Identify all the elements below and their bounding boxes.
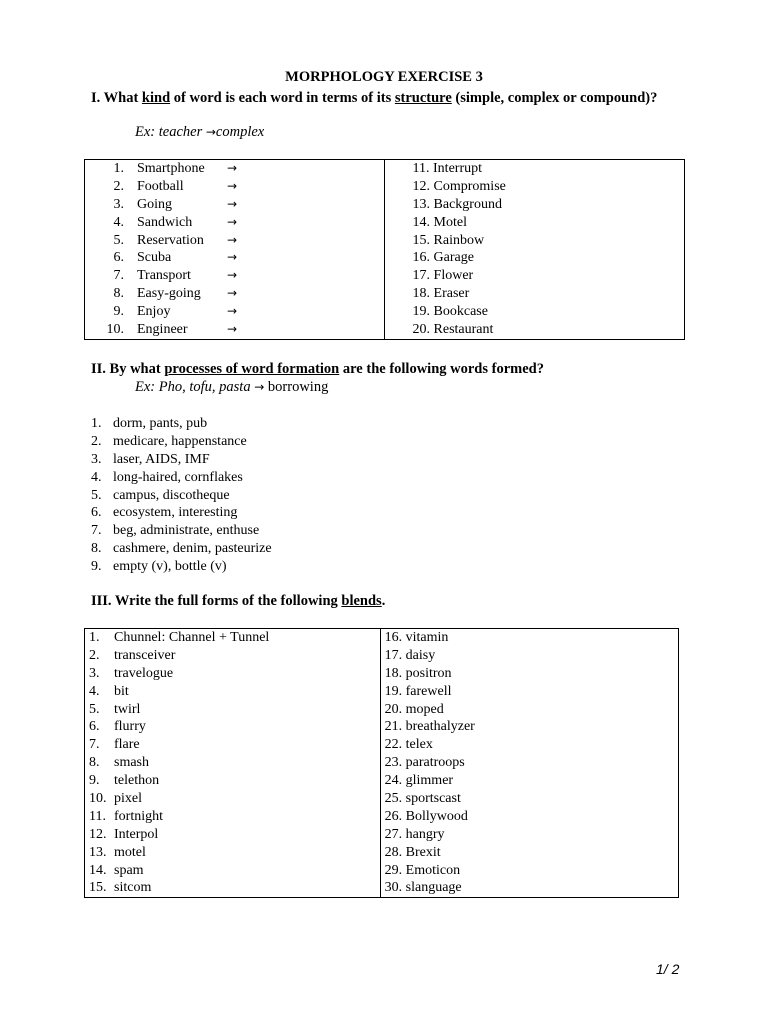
list-item: 15. Rainbow xyxy=(412,232,485,248)
item-word: Smartphone xyxy=(137,161,205,176)
list-item xyxy=(85,844,380,862)
list-item xyxy=(85,214,384,232)
item-number: 9. xyxy=(91,559,102,575)
item-number: 1. xyxy=(89,630,100,645)
page-number: 1/ 2 xyxy=(656,961,680,977)
q3-prefix: III. Write the full forms of the following xyxy=(91,593,342,609)
item-number: 2. xyxy=(113,178,124,194)
item-text: smash xyxy=(114,755,149,771)
list-item: 21. breathalyzer xyxy=(384,719,475,735)
list-item xyxy=(85,665,380,683)
item-number: 12. xyxy=(89,826,107,842)
list-item: 24. glimmer xyxy=(384,773,454,789)
list-item: 19. farewell xyxy=(384,683,452,699)
item-number: 8. xyxy=(113,286,124,302)
item-number: 4. xyxy=(91,469,102,485)
list-item xyxy=(85,196,384,214)
item-text: flare xyxy=(114,737,140,753)
item-word: Easy-going xyxy=(137,286,201,302)
item-number: 6. xyxy=(89,719,100,735)
list-item: 19. Bookcase xyxy=(412,304,488,320)
item-number: 3. xyxy=(113,196,124,212)
right-arrow-icon: → xyxy=(227,286,238,301)
item-text: telethon xyxy=(114,773,160,789)
list-item xyxy=(85,701,380,719)
section3-right-column xyxy=(380,629,678,898)
item-text: flurry xyxy=(114,719,146,735)
list-item: 16. vitamin xyxy=(384,630,449,645)
list-item: 26. Bollywood xyxy=(384,808,468,824)
item-number: 3. xyxy=(91,451,102,467)
item-text: bit xyxy=(114,683,129,699)
q3-underlined: blends xyxy=(341,593,382,609)
item-text: medicare, happenstance xyxy=(113,433,247,449)
list-item: 30. slanguage xyxy=(384,880,462,896)
q2-prefix: II. By what xyxy=(91,361,165,377)
section1-question xyxy=(91,89,677,107)
list-item xyxy=(85,808,380,826)
list-item xyxy=(91,540,272,558)
right-arrow-icon: → xyxy=(227,232,238,247)
section3-question xyxy=(91,593,385,610)
list-item xyxy=(85,178,384,196)
list-item xyxy=(91,522,272,540)
list-item xyxy=(85,879,380,897)
item-text: travelogue xyxy=(114,665,174,681)
q1-underlined-structure: structure xyxy=(394,90,452,106)
section1-example xyxy=(135,124,264,141)
list-item: 16. Garage xyxy=(412,250,474,266)
list-item xyxy=(85,249,384,267)
item-number: 11. xyxy=(89,808,106,824)
list-item xyxy=(85,267,384,285)
section1-left-column xyxy=(85,160,385,340)
list-item xyxy=(91,469,272,487)
item-number: 2. xyxy=(89,647,100,663)
section3-table xyxy=(84,628,679,898)
item-number: 5. xyxy=(89,701,100,717)
item-number: 7. xyxy=(113,268,124,284)
right-arrow-icon: → xyxy=(227,178,238,193)
item-number: 6. xyxy=(113,250,124,266)
item-text: twirl xyxy=(114,701,141,717)
item-number: 7. xyxy=(91,523,102,539)
item-number: 1. xyxy=(113,161,124,176)
item-number: 8. xyxy=(91,541,102,557)
right-arrow-icon: → xyxy=(227,322,238,337)
item-number: 4. xyxy=(113,214,124,230)
item-text: long-haired, cornflakes xyxy=(113,469,243,485)
item-number: 1. xyxy=(91,416,102,431)
list-item xyxy=(91,433,272,451)
list-item xyxy=(85,285,384,303)
list-item: 23. paratroops xyxy=(384,755,465,771)
q1-suffix: (simple, complex or compound)? xyxy=(451,90,658,106)
item-text: ecosystem, interesting xyxy=(113,505,238,521)
list-item: 28. Brexit xyxy=(384,844,441,860)
q1-middle: of word is each word in terms of its xyxy=(170,90,395,106)
list-item xyxy=(85,736,380,754)
item-number: 3. xyxy=(89,665,100,681)
item-text: laser, AIDS, IMF xyxy=(113,451,210,467)
list-item: 20. Restaurant xyxy=(412,322,494,338)
section2-example xyxy=(135,379,328,396)
q2-underlined: processes of word formation xyxy=(164,361,340,377)
item-number: 6. xyxy=(91,505,102,521)
item-text: campus, discotheque xyxy=(113,487,230,503)
list-item xyxy=(91,415,272,433)
section2-question xyxy=(91,361,544,378)
right-arrow-icon: → xyxy=(254,380,265,394)
item-text: motel xyxy=(114,844,146,860)
item-text: empty (v), bottle (v) xyxy=(113,559,227,575)
list-item xyxy=(91,487,272,505)
list-item xyxy=(85,629,380,647)
page-title: MORPHOLOGY EXERCISE 3 xyxy=(285,69,483,85)
item-number: 7. xyxy=(89,737,100,753)
q1-underlined-kind: kind xyxy=(141,90,171,106)
item-word: Sandwich xyxy=(137,214,193,230)
list-item: 17. Flower xyxy=(412,268,474,284)
item-word: Reservation xyxy=(137,232,204,248)
list-item: 13. Background xyxy=(412,196,502,212)
item-number: 9. xyxy=(113,304,124,320)
item-text: cashmere, denim, pasteurize xyxy=(113,541,272,557)
list-item: 25. sportscast xyxy=(384,791,461,807)
list-item xyxy=(91,504,272,522)
list-item xyxy=(85,772,380,790)
item-number: 10. xyxy=(106,322,124,338)
list-item xyxy=(85,718,380,736)
example2-answer: borrowing xyxy=(264,379,329,395)
section2-list xyxy=(91,415,272,576)
example2-word: Ex: Pho, tofu, pasta xyxy=(135,379,255,395)
section3-left-column xyxy=(85,629,381,898)
list-item: 20. moped xyxy=(384,701,444,717)
item-number: 2. xyxy=(91,433,102,449)
list-item: 18. positron xyxy=(384,665,452,681)
list-item: 29. Emoticon xyxy=(384,862,461,878)
q2-suffix: are the following words formed? xyxy=(339,361,544,377)
item-number: 15. xyxy=(89,880,107,896)
item-text: dorm, pants, pub xyxy=(113,416,208,431)
list-item xyxy=(85,303,384,321)
item-number: 14. xyxy=(89,862,107,878)
item-number: 10. xyxy=(89,791,107,807)
list-item: 14. Motel xyxy=(412,214,467,230)
list-item xyxy=(85,862,380,880)
item-text: spam xyxy=(114,862,144,878)
list-item xyxy=(85,683,380,701)
section1-table xyxy=(84,159,685,340)
example1-word: Ex: teacher xyxy=(135,124,206,140)
q1-prefix: I. What xyxy=(91,90,142,106)
list-item: 27. hangry xyxy=(384,826,445,842)
item-number: 8. xyxy=(89,755,100,771)
item-text: sitcom xyxy=(114,880,152,896)
item-word: Enjoy xyxy=(137,304,171,320)
item-number: 4. xyxy=(89,683,100,699)
list-item xyxy=(85,754,380,772)
list-item xyxy=(91,558,272,576)
right-arrow-icon: → xyxy=(205,125,216,139)
item-text: Chunnel: Channel + Tunnel xyxy=(114,630,270,645)
list-item: 17. daisy xyxy=(384,647,436,663)
item-text: Interpol xyxy=(114,826,159,842)
item-word: Engineer xyxy=(137,322,188,338)
item-word: Football xyxy=(137,178,184,194)
item-number: 13. xyxy=(89,844,107,860)
list-item: 12. Compromise xyxy=(412,178,506,194)
list-item: 22. telex xyxy=(384,737,433,753)
right-arrow-icon: → xyxy=(227,250,238,265)
list-item xyxy=(85,232,384,250)
example1-answer: complex xyxy=(215,124,265,140)
item-text: beg, administrate, enthuse xyxy=(113,523,260,539)
list-item: 18. Eraser xyxy=(412,286,470,302)
item-text: transceiver xyxy=(114,647,176,663)
list-item xyxy=(91,451,272,469)
section1-right-column xyxy=(384,160,684,340)
right-arrow-icon: → xyxy=(227,214,238,229)
item-word: Going xyxy=(137,196,172,212)
list-item xyxy=(85,160,384,178)
item-word: Scuba xyxy=(137,250,172,266)
list-item xyxy=(85,826,380,844)
right-arrow-icon: → xyxy=(227,268,238,283)
item-number: 5. xyxy=(113,232,124,248)
right-arrow-icon: → xyxy=(227,196,238,211)
list-item xyxy=(85,321,384,339)
item-word: Transport xyxy=(137,268,191,284)
item-text: pixel xyxy=(114,791,142,807)
list-item: 11. Interrupt xyxy=(412,161,482,176)
item-text: fortnight xyxy=(114,808,163,824)
item-number: 9. xyxy=(89,773,100,789)
q3-suffix: . xyxy=(381,593,386,609)
list-item xyxy=(85,647,380,665)
list-item xyxy=(85,790,380,808)
item-number: 5. xyxy=(91,487,102,503)
right-arrow-icon: → xyxy=(227,161,238,175)
right-arrow-icon: → xyxy=(227,304,238,319)
